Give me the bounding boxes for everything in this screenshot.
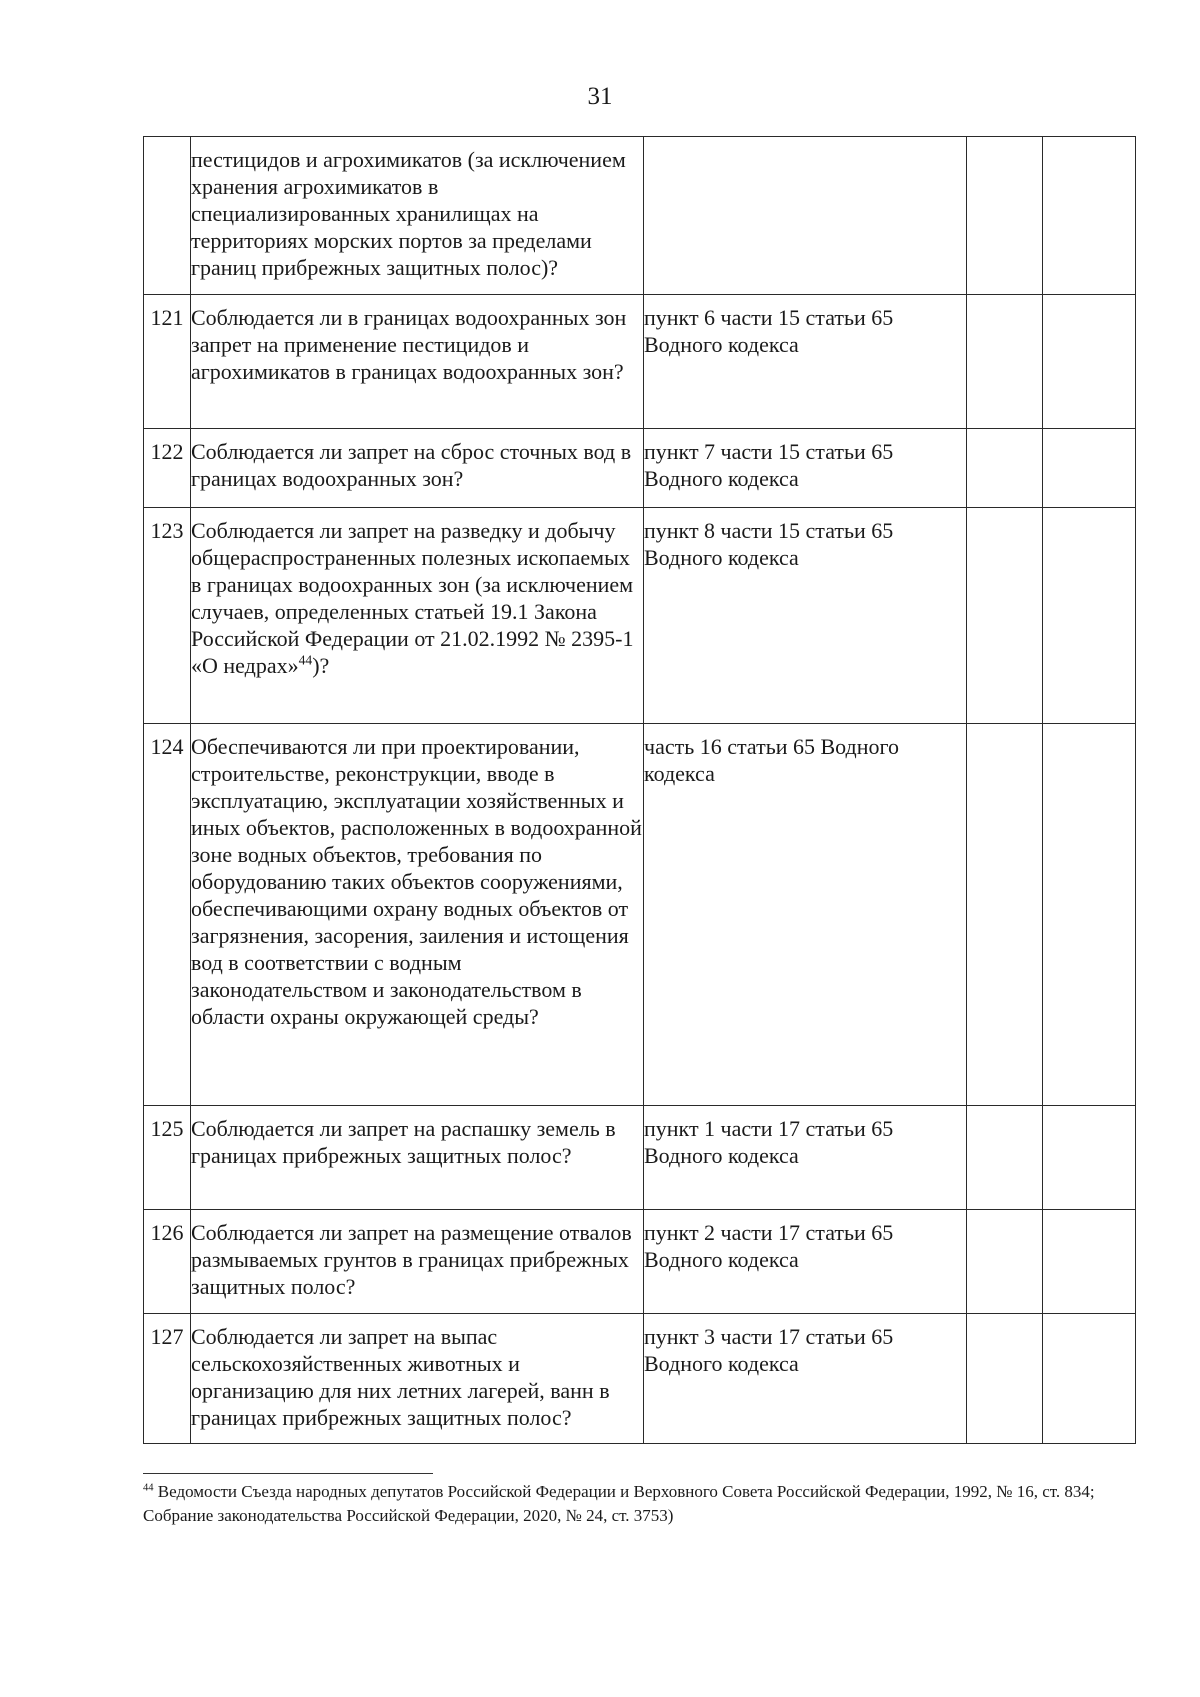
row-number: 127 bbox=[144, 1314, 191, 1444]
answer-cell bbox=[967, 429, 1043, 508]
row-number: 126 bbox=[144, 1210, 191, 1314]
footnote-reference: 44 bbox=[298, 652, 313, 668]
answer-cell bbox=[967, 1106, 1043, 1210]
legal-reference: пункт 3 части 17 статьи 65 Водного кодекса bbox=[644, 1314, 967, 1444]
legal-reference: пункт 1 части 17 статьи 65 Водного кодекса bbox=[644, 1106, 967, 1210]
answer-cell bbox=[1043, 1106, 1136, 1210]
table-row bbox=[144, 508, 1136, 724]
table-row bbox=[144, 1210, 1136, 1314]
answer-cell bbox=[967, 1314, 1043, 1444]
table-row bbox=[144, 429, 1136, 508]
answer-cell bbox=[1043, 429, 1136, 508]
footnote-separator bbox=[143, 1473, 433, 1474]
legal-reference: пункт 7 части 15 статьи 65 Водного кодекса bbox=[644, 429, 967, 508]
table-row bbox=[144, 724, 1136, 1106]
footnote-marker: 44 bbox=[143, 1482, 154, 1494]
row-number: 123 bbox=[144, 508, 191, 724]
footnote bbox=[143, 1480, 1128, 1528]
requirement-question bbox=[191, 508, 644, 724]
row-number bbox=[144, 137, 191, 295]
row-number: 124 bbox=[144, 724, 191, 1106]
requirement-question: Соблюдается ли запрет на распашку земель в границах прибрежных защитных полос? bbox=[191, 1106, 644, 1210]
checklist-table bbox=[143, 136, 1136, 1444]
answer-cell bbox=[1043, 724, 1136, 1106]
answer-cell bbox=[1043, 295, 1136, 429]
answer-cell bbox=[1043, 137, 1136, 295]
table-row bbox=[144, 137, 1136, 295]
page-number: 31 bbox=[587, 83, 613, 110]
row-number: 125 bbox=[144, 1106, 191, 1210]
table-row bbox=[144, 1106, 1136, 1210]
requirement-question: Соблюдается ли запрет на размещение отвалов размываемых грунтов в границах прибрежных защитных полос? bbox=[191, 1210, 644, 1314]
row-number: 122 bbox=[144, 429, 191, 508]
answer-cell bbox=[967, 295, 1043, 429]
answer-cell bbox=[967, 724, 1043, 1106]
footnote-text: Ведомости Съезда народных депутатов Российской Федерации и Верховного Совета Российской Федерации, 1992, № 16, ст. 834; Собрание законодательства Российской Федерации, 2020, № 24, ст. 3753) bbox=[143, 1482, 1095, 1525]
answer-cell bbox=[1043, 508, 1136, 724]
answer-cell bbox=[1043, 1314, 1136, 1444]
legal-reference bbox=[644, 137, 967, 295]
question-text-tail: )? bbox=[312, 653, 330, 678]
table-row bbox=[144, 1314, 1136, 1444]
answer-cell bbox=[967, 137, 1043, 295]
requirement-question: Соблюдается ли запрет на сброс сточных вод в границах водоохранных зон? bbox=[191, 429, 644, 508]
legal-reference: часть 16 статьи 65 Водного кодекса bbox=[644, 724, 967, 1106]
legal-reference: пункт 8 части 15 статьи 65 Водного кодекса bbox=[644, 508, 967, 724]
requirement-question: Обеспечиваются ли при проектировании, строительстве, реконструкции, вводе в эксплуатацию, эксплуатации хозяйственных и иных объектов, расположенных в водоохранной зоне водных объектов, требования по оборудованию таких объектов сооружениями, обеспечивающими охрану водных объектов от загрязнения, засорения, заиления и истощения вод в соответствии с водным законодательством и законодательством в области охраны окружающей среды? bbox=[191, 724, 644, 1106]
legal-reference: пункт 6 части 15 статьи 65 Водного кодекса bbox=[644, 295, 967, 429]
answer-cell bbox=[967, 508, 1043, 724]
question-text: Соблюдается ли запрет на разведку и добычу общераспространенных полезных ископаемых в границах водоохранных зон (за исключением случаев, определенных статьей 19.1 Закона Российской Федерации от 21.02.1992 № 2395-1 «О недрах» bbox=[191, 518, 634, 678]
requirement-question: пестицидов и агрохимикатов (за исключением хранения агрохимикатов в специализированных хранилищах на территориях морских портов за пределами границ прибрежных защитных полос)? bbox=[191, 137, 644, 295]
requirement-question: Соблюдается ли запрет на выпас сельскохозяйственных животных и организацию для них летних лагерей, ванн в границах прибрежных защитных полос? bbox=[191, 1314, 644, 1444]
table-row bbox=[144, 295, 1136, 429]
legal-reference: пункт 2 части 17 статьи 65 Водного кодекса bbox=[644, 1210, 967, 1314]
requirement-question: Соблюдается ли в границах водоохранных зон запрет на применение пестицидов и агрохимикатов в границах водоохранных зон? bbox=[191, 295, 644, 429]
answer-cell bbox=[1043, 1210, 1136, 1314]
answer-cell bbox=[967, 1210, 1043, 1314]
row-number: 121 bbox=[144, 295, 191, 429]
